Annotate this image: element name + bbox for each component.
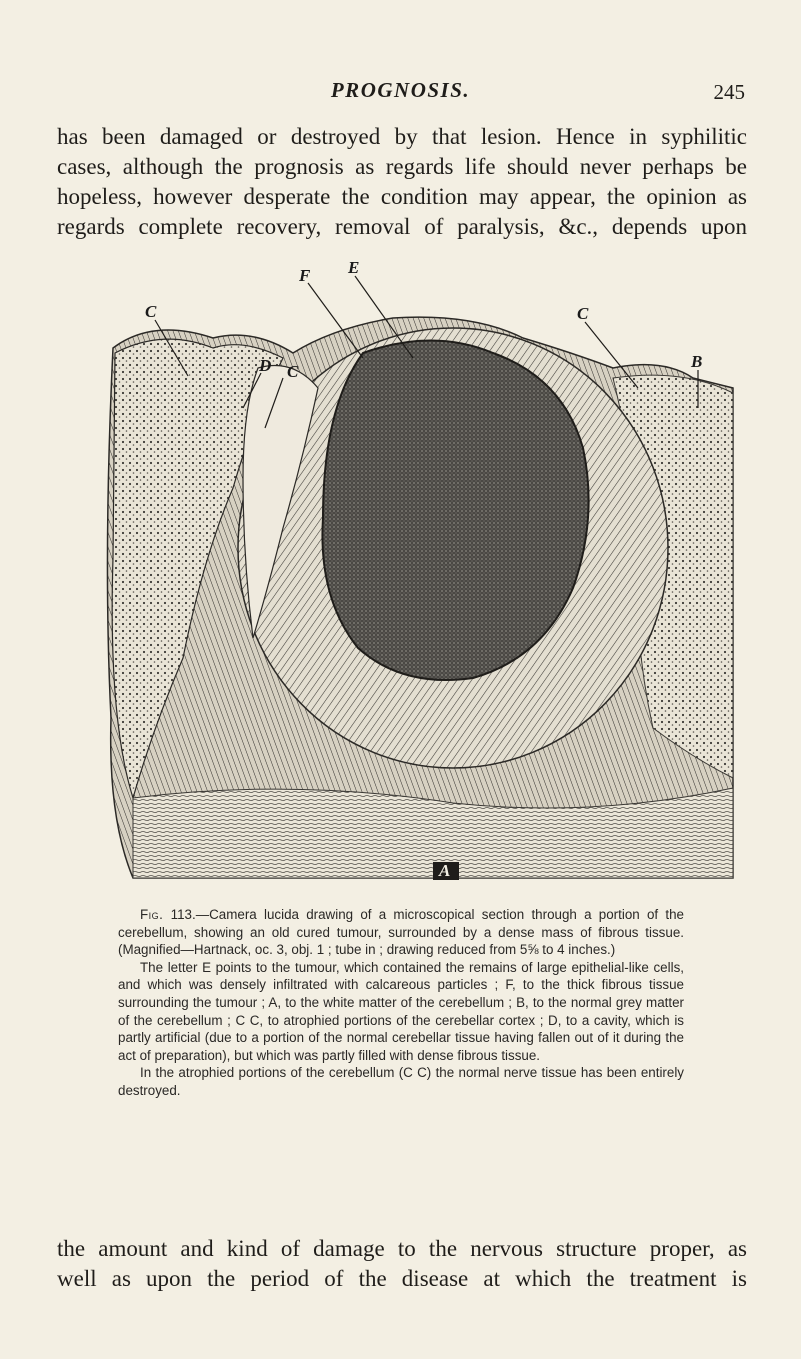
text-line: cases, although the prognosis as regards life should never perhaps be bbox=[57, 154, 747, 179]
figure-number-label: Fig. bbox=[140, 907, 164, 922]
tumour-mass bbox=[322, 341, 588, 681]
label-b: B bbox=[691, 352, 703, 371]
running-title: PROGNOSIS. bbox=[330, 78, 471, 102]
running-head bbox=[0, 78, 801, 108]
page-number: 245 bbox=[713, 80, 745, 104]
text-line: has been damaged or destroyed by that lesion. Hence in syphilitic bbox=[57, 124, 747, 149]
top-paragraph bbox=[57, 122, 747, 242]
text-line: the amount and kind of damage to the nervous structure proper, as bbox=[57, 1236, 747, 1261]
label-f: F bbox=[299, 266, 311, 285]
label-c-left: C bbox=[145, 302, 157, 321]
label-e: E bbox=[348, 258, 360, 277]
section-drawing bbox=[93, 258, 753, 898]
caption-line-1: 113.—Camera lucida drawing of a microscopical section through a portion of the cerebellum, showing an old cured tumour, surrounded by a dense mass of fibrous tissue. (Magnified—Hartnack, oc. 3, obj. 1 ; tube in ; drawing reduced from 5⅝ to 4 inches.) bbox=[118, 907, 684, 958]
bottom-paragraph bbox=[57, 1234, 747, 1294]
histology-figure bbox=[93, 258, 753, 898]
figure-caption bbox=[118, 906, 684, 1100]
label-d: D bbox=[259, 356, 272, 375]
caption-paragraph-2: The letter E points to the tumour, which contained the remains of large epithelial-like cells, and which was densely infiltrated with calcareous particles ; F, to the thick fibrous tissue surrounding the tumour ; A, to the white matter of the cerebellum ; B, to the normal grey matter of the cerebellum ; C C, to atrophied portions of the cerebellar cortex ; D, to a cavity, which is partly artificial (due to a portion of the normal cerebellar tissue having fallen out of it during the act of preparation), but which was partly filled with dense fibrous tissue. bbox=[118, 959, 684, 1063]
text-line: hopeless, however desperate the condition may appear, the opinion as bbox=[57, 184, 747, 209]
text-line: well as upon the period of the disease at which the treatment is bbox=[57, 1266, 747, 1291]
label-c-right: C bbox=[577, 304, 589, 323]
label-c-middle: C bbox=[287, 362, 299, 381]
label-a: A bbox=[439, 861, 451, 880]
caption-paragraph-3: In the atrophied portions of the cerebellum (C C) the normal nerve tissue has been entirely destroyed. bbox=[118, 1065, 684, 1098]
text-line: regards complete recovery, removal of paralysis, &c., depends upon bbox=[57, 214, 747, 239]
